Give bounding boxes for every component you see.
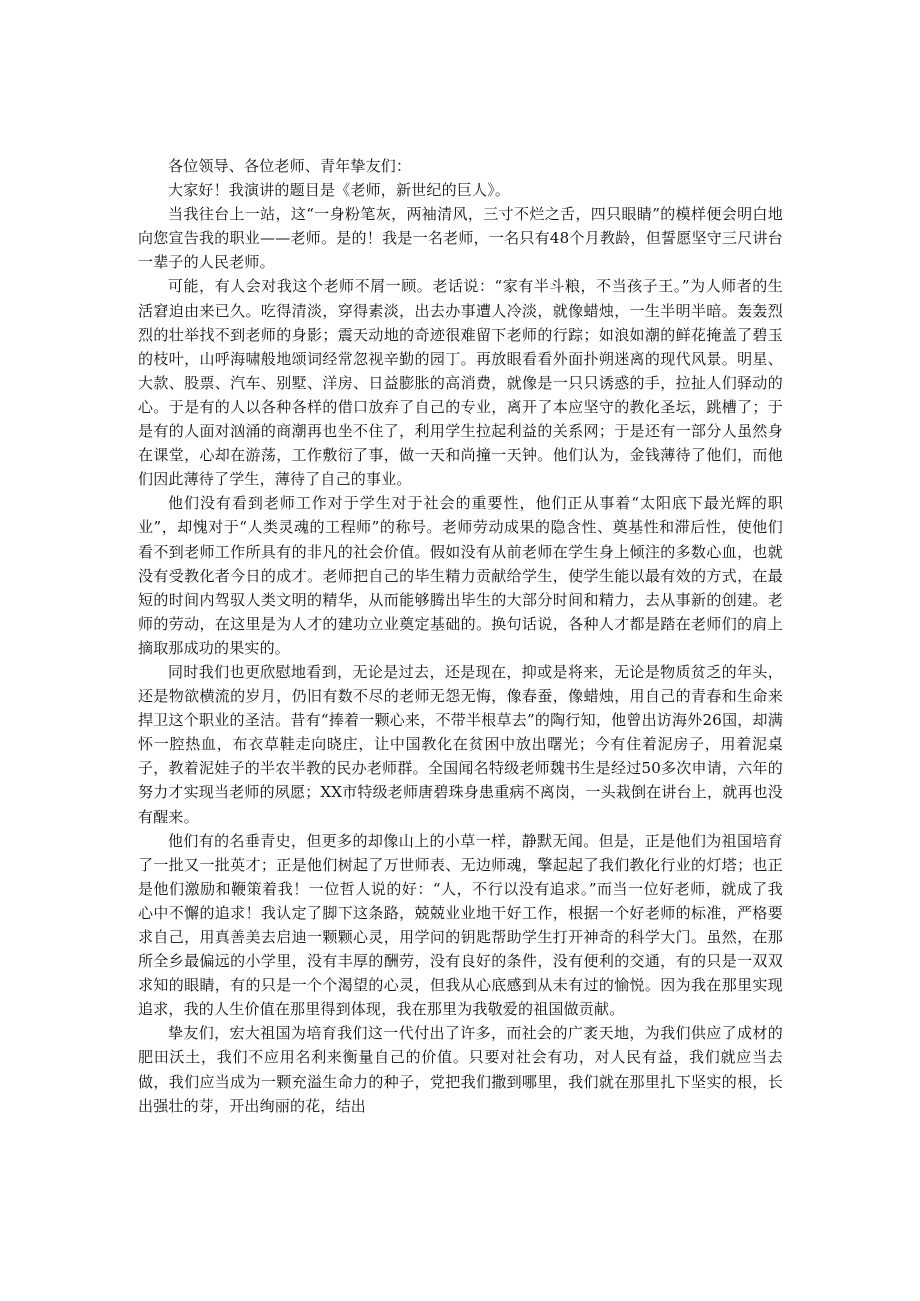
document-body (138, 154, 783, 1118)
salutation: 各位领导、各位老师、青年挚友们： (168, 157, 412, 175)
paragraph-intro: 当我往台上一站，这“一身粉笔灰，两袖清风，三寸不烂之舌，四只眼睛”的模样便会明白地向您宣告我的职业——老师。是的！我是一名老师，一名只有48个月教龄，但誓愿坚守三尺讲台一辈子的人民老师。 (138, 205, 783, 272)
paragraph-hardship: 可能，有人会对我这个老师不屑一顾。老话说：“家有半斗粮，不当孩子王。”为人师者的生活窘迫由来已久。吃得清淡，穿得素淡，出去办事遭人冷淡，就像蜡烛，一生半明半暗。轰轰烈烈的壮举找不到老师的身影；震天动地的奇迹很难留下老师的行踪；如浪如潮的鲜花掩盖了碧玉的枝叶，山呼海啸般地颂词经常忽视辛勤的园丁。再放眼看看外面扑朔迷离的现代风景。明星、大款、股票、汽车、别墅、洋房、日益膨胀的高消费，就像是一只只诱惑的手，拉扯人们驿动的心。于是有的人以各种各样的借口放弃了自己的专业，离开了本应坚守的教化圣坛，跳槽了；于是有的人面对汹涌的商潮再也坐不住了，利用学生拉起利益的关系网；于是还有一部分人虽然身在课堂，心却在游荡，工作敷衍了事，做一天和尚撞一天钟。他们认为，金钱薄待了他们，而他们因此薄待了学生，薄待了自己的事业。 (138, 277, 783, 489)
paragraph-closing: 挚友们，宏大祖国为培育我们这一代付出了许多，而社会的广袤天地，为我们供应了成材的肥田沃土，我们不应用名利来衡量自己的价值。只要对社会有功，对人民有益，我们就应当去做，我们应当成为一颗充溢生命力的种子，党把我们撒到哪里，我们就在那里扎下坚实的根，长出强壮的芽，开出绚丽的花，结出 (138, 1024, 783, 1115)
greeting-title: 大家好！我演讲的题目是《老师，新世纪的巨人》。 (168, 181, 511, 200)
paragraph-importance: 他们没有看到老师工作对于学生对于社会的重要性，他们正从事着“太阳底下最光辉的职业”，却愧对于“人类灵魂的工程师”的称号。老师劳动成果的隐含性、奠基性和滞后性，使他们看不到老师工作所具有的非凡的社会价值。假如没有从前老师在学生身上倾注的多数心血，也就没有受教化者今日的成才。老师把自己的毕生精力贡献给学生，使学生能以最有效的方式，在最短的时间内驾驭人类文明的精华，从而能够腾出毕生的大部分时间和精力，去从事新的创建。老师的劳动，在这里是为人才的建功立业奠定基础的。换句话说，各种人才都是踏在老师们的肩上摘取那成功的果实的。 (138, 494, 783, 657)
paragraph-examples: 同时我们也更欣慰地看到，无论是过去，还是现在，抑或是将来，无论是物质贫乏的年头，还是物欲横流的岁月，仍旧有数不尽的老师无怨无悔，像春蚕，像蜡烛，用自己的青春和生命来捍卫这个职业的圣洁。昔有“捧着一颗心来，不带半根草去”的陶行知，他曾出访海外26国，却满怀一腔热血，布衣草鞋走向晓庄，让中国教化在贫困中放出曙光；今有住着泥房子，用着泥桌子，教着泥娃子的半农半教的民办老师群。全国闻名特级老师魏书生是经过50多次申请，六年的努力才实现当老师的夙愿；XX市特级老师唐碧珠身患重病不离岗，一头栽倒在讲台上，就再也没有醒来。 (138, 662, 783, 826)
paragraph-pursuit: 他们有的名垂青史，但更多的却像山上的小草一样，静默无闻。但是，正是他们为祖国培育了一批又一批英才；正是他们树起了万世师表、无边师魂，擎起起了我们教化行业的灯塔；也正是他们激励和鞭策着我！一位哲人说的好：“人，不行以没有追求。”而当一位好老师，就成了我心中不懈的追求！我认定了脚下这条路，兢兢业业地干好工作，根据一个好老师的标准，严格要求自己，用真善美去启迪一颗颗心灵，用学问的钥匙帮助学生打开神奇的科学大门。虽然，在那所全乡最偏远的小学里，没有丰厚的酬劳，没有良好的条件，没有便利的交通，有的只是一双双求知的眼睛，有的只是一个个渴望的心灵，但我从心底感到从未有过的愉悦。因为我在那里实现追求，我的人生价值在那里得到体现，我在那里为我敬爱的祖国做贡献。 (138, 831, 783, 1019)
